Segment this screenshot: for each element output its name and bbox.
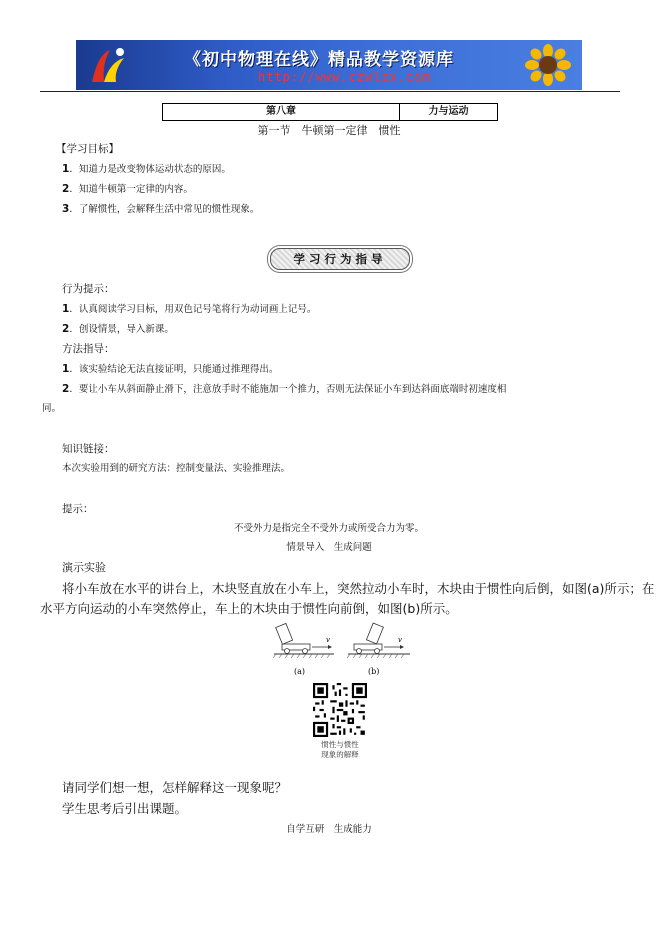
velocity-label-b: v bbox=[398, 636, 402, 644]
goal-number: 3 bbox=[62, 203, 70, 215]
figure-label-a: (a) bbox=[294, 667, 306, 676]
method-number: 2 bbox=[62, 383, 70, 395]
method-text: ．要让小车从斜面静止滑下，注意放手时不能施加一个推力，否则无法保证小车到达斜面底端时初速度相 bbox=[69, 384, 507, 395]
footer-heading: 自学互研 生成能力 bbox=[286, 824, 372, 835]
method-item bbox=[62, 362, 278, 377]
qr-caption-line1: 惯性与惯性 bbox=[321, 740, 359, 749]
header-banner bbox=[76, 40, 582, 90]
learning-guide-banner: 学习行为指导 bbox=[270, 248, 410, 270]
qr-caption-line2: 现象的解释 bbox=[321, 750, 359, 759]
goal-number: 2 bbox=[62, 183, 70, 195]
demo-paragraph-line1: 将小车放在水平的讲台上，木块竖直放在小车上，突然拉动小车时，木块由于惯性向后倒，如图(a)所示；在 bbox=[62, 581, 655, 596]
chapter-header-box bbox=[162, 103, 498, 121]
tip-text: 不受外力是指完全不受外力或所受合力为零。 bbox=[233, 523, 424, 534]
figure-b bbox=[347, 623, 410, 676]
demo-paragraph-line2: 水平方向运动的小车突然停止，车上的木块由于惯性向前倒，如图(b)所示。 bbox=[40, 601, 458, 616]
method-number: 1 bbox=[62, 363, 70, 375]
question-text: 请同学们想一想，怎样解释这一现象呢？ bbox=[62, 780, 288, 795]
goal-text: ．知道牛顿第一定律的内容。 bbox=[69, 184, 193, 195]
tip-heading: 提示： bbox=[62, 503, 94, 515]
banner-url: http://www.czwlzx.com bbox=[258, 70, 431, 84]
goal-number: 1 bbox=[62, 163, 70, 175]
behavior-text: ．认真阅读学习目标，用双色记号笔将行为动词画上记号。 bbox=[69, 304, 317, 315]
behavior-heading: 行为提示： bbox=[62, 283, 115, 295]
goal-item bbox=[62, 202, 259, 217]
behavior-number: 2 bbox=[62, 323, 70, 335]
velocity-label-a: v bbox=[326, 636, 330, 644]
knowledge-heading: 知识链接： bbox=[62, 443, 115, 455]
behavior-item bbox=[62, 322, 174, 337]
method-item bbox=[62, 382, 506, 397]
goal-item bbox=[62, 162, 231, 177]
knowledge-text: 本次实验用到的研究方法：控制变量法、实验推理法。 bbox=[62, 463, 291, 474]
student-text: 学生思考后引出课题。 bbox=[62, 801, 188, 816]
method-text: ．该实验结论无法直接证明，只能通过推理得出。 bbox=[69, 364, 279, 375]
section-title: 第一节 牛顿第一定律 惯性 bbox=[257, 124, 401, 137]
logo-icon bbox=[84, 44, 132, 86]
chapter-topic: 力与运动 bbox=[428, 106, 469, 117]
behavior-text: ．创设情景，导入新课。 bbox=[69, 324, 174, 335]
header-divider bbox=[40, 91, 620, 92]
qr-code[interactable] bbox=[313, 683, 367, 737]
behavior-item bbox=[62, 302, 316, 317]
scene-heading: 情景导入 生成问题 bbox=[286, 542, 372, 553]
behavior-number: 1 bbox=[62, 303, 70, 315]
figure-label-b: (b) bbox=[368, 667, 380, 676]
goal-text: ．知道力是改变物体运动状态的原因。 bbox=[69, 164, 231, 175]
demo-heading: 演示实验 bbox=[62, 561, 106, 574]
figure-a bbox=[273, 623, 334, 676]
goals-heading: 【学习目标】 bbox=[56, 143, 119, 155]
sunflower-icon bbox=[524, 44, 572, 86]
method-heading: 方法指导： bbox=[62, 343, 115, 355]
banner-title: 《初中物理在线》精品教学资源库 bbox=[184, 50, 454, 70]
qr-caption bbox=[310, 740, 370, 760]
chapter-label: 第八章 bbox=[163, 104, 400, 120]
goal-text: ．了解惯性，会解释生活中常见的惯性现象。 bbox=[69, 204, 260, 215]
method-continuation: 同。 bbox=[42, 403, 62, 414]
goal-item bbox=[62, 182, 193, 197]
inertia-figure bbox=[272, 618, 412, 680]
